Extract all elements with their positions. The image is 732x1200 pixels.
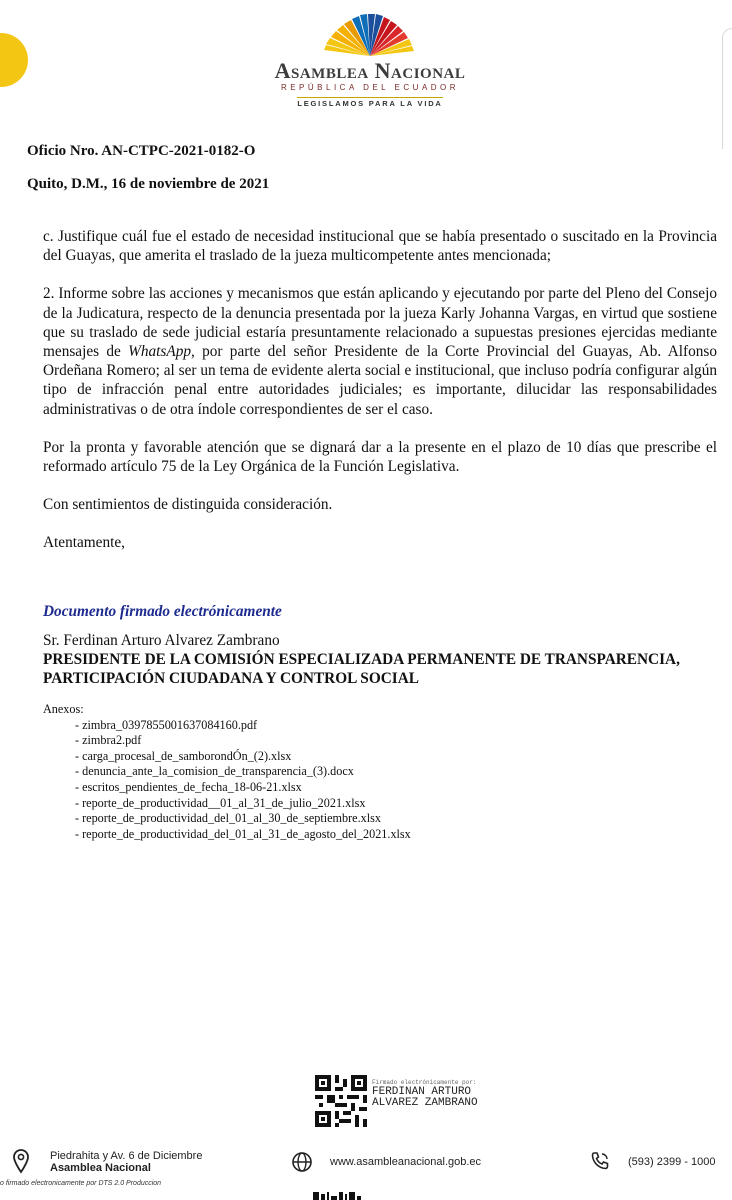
page-footer [0,1140,732,1184]
footer-website-link[interactable]: www.asambleanacional.gob.ec [330,1156,482,1168]
letter-body [43,227,717,572]
anexo-item: - reporte_de_productividad__01_al_31_de_julio_2021.xlsx [75,795,366,810]
paragraph-c: c. Justifique cuál fue el estado de necesidad institucional que se había presentado o suscitado en la Provincia del Guayas, que amerita el traslado de la jueza multicompetente antes mencionada; [43,228,717,265]
condor-sun-icon [320,12,420,58]
signer-block [43,631,723,688]
anexo-item: - reporte_de_productividad_del_01_al_30_de_septiembre.xlsx [75,811,381,826]
signed-electronically-label: Documento firmado electrónicamente [43,603,282,620]
anexo-item: - reporte_de_productividad_del_01_al_31_de_agosto_del_2021.xlsx [75,826,411,841]
atentamente: Atentamente, [43,534,125,552]
stamp-caption: Firmado electrónicamente por: [372,1079,477,1086]
decorative-circle [0,33,28,87]
phone-icon [589,1150,611,1172]
anexos-section [43,702,411,842]
oficio-number: Oficio Nro. AN-CTPC-2021-0182-O [27,143,256,159]
paragraph-2 [43,284,717,418]
partial-qr-code [313,1192,361,1200]
anexos-label: Anexos: [43,702,84,716]
stamp-name-line-1: FERDINAN ARTURO [372,1086,472,1098]
production-note: o firmado electronicamente por DTS 2.0 Produccion [0,1180,162,1187]
anexo-item: - zimbra2.pdf [75,733,142,748]
footer-address [50,1150,202,1174]
closing-line: Con sentimientos de distinguida consideración. [43,496,333,514]
location-pin-icon [11,1148,31,1174]
anexo-item: - escritos_pendientes_de_fecha_18-06-21.xlsx [75,779,302,794]
page-edge-scrollbar[interactable] [722,28,732,149]
paragraph-2-part-b: , por parte del señor Presidente de la Corte Provincial del Guayas, Ab. Alfonso Ordeñana Romero; al ser un tema de evidente alerta social e institucional, que incluso podría configurar algún tipo de infracción penal entre autoridades judiciales; es importante, dilucidar las responsabilidades administrativas o de otra índole correspondientes de ser el caso. [43,343,717,418]
electronic-signature-stamp [372,1079,478,1109]
org-slogan: LEGISLAMOS PARA LA VIDA [297,99,443,108]
signature-qr-code [315,1075,367,1127]
signer-name: Sr. Ferdinan Arturo Alvarez Zambrano [43,632,280,649]
footer-phone: (593) 2399 - 1000 [628,1156,716,1168]
whatsapp-italic: WhatsApp [128,343,191,361]
anexo-item: - denuncia_ante_la_comision_de_transparencia_(3).docx [75,764,354,779]
footer-street: Piedrahita y Av. 6 de Diciembre [50,1150,203,1162]
asamblea-logo [262,12,478,110]
footer-org: Asamblea Nacional [50,1162,151,1174]
anexos-list [43,718,411,843]
paragraph-pronta: Por la pronta y favorable atención que se dignará dar a la presente en el plazo de 10 días que prescribe el reformado artículo 75 de la Ley Orgánica de la Función Legislativa. [43,438,717,476]
anexo-item: - zimbra_0397855001637084160.pdf [75,717,258,732]
globe-icon [291,1151,313,1173]
org-subtitle: REPÚBLICA DEL ECUADOR [280,83,460,92]
stamp-name-line-2: ALVAREZ ZAMBRANO [372,1097,478,1109]
anexo-item: - carga_procesal_de_samborondÓn_(2).xlsx [75,748,292,763]
place-date: Quito, D.M., 16 de noviembre de 2021 [27,176,270,192]
signer-title: PRESIDENTE DE LA COMISIÓN ESPECIALIZADA PERMANENTE DE TRANSPARENCIA, PARTICIPACIÓN CIUDADANA Y CONTROL SOCIAL [43,651,680,687]
org-name: Asamblea Nacional [274,58,466,83]
paragraph-2-part-a: 2. Informe sobre las acciones y mecanismos que están aplicando y ejecutando por parte del Pleno del Consejo de la Judicatura, respecto de la denuncia presentada por la jueza Karly Johanna Vargas, en virtud que sostiene que su traslado de sede judicial estaría presuntamente relacionado a supuestas presiones ejercidas mediante mensajes de [43,285,717,361]
